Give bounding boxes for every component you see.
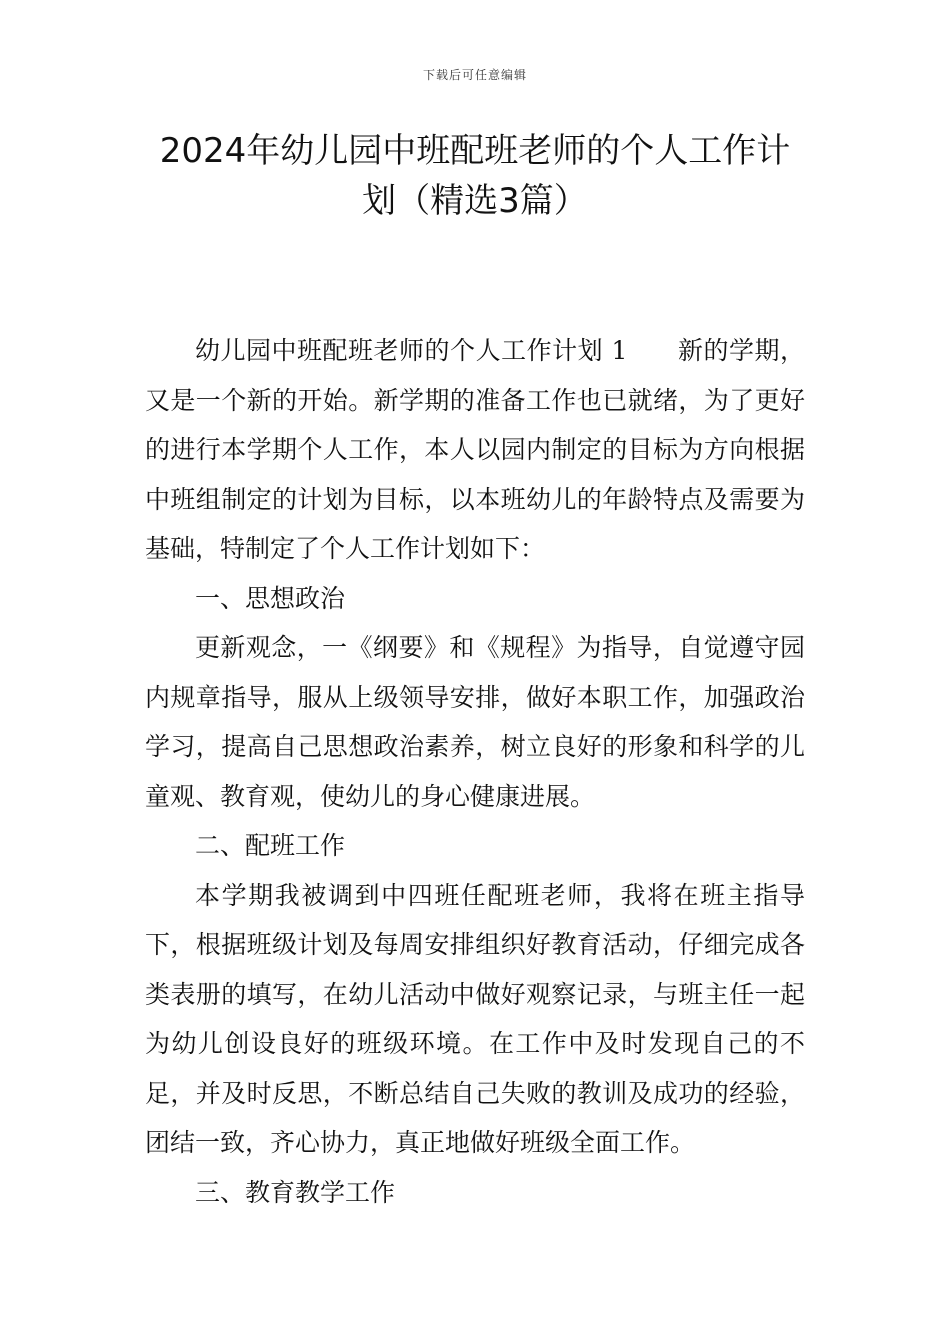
intro-heading: 幼儿园中班配班老师的个人工作计划 1	[195, 336, 628, 365]
title-line-1: 2024年幼儿园中班配班老师的个人工作计	[159, 131, 791, 171]
intro-text: 新的学期，又是一个新的开始。新学期的准备工作也已就绪，为了更好的进行本学期个人工作，本人以园内制定的目标为方向根据中班组制定的计划为目标，以本班幼儿的年龄特点及需要为基础，特制定了个人工作计划如下：	[145, 336, 805, 563]
document-body	[145, 326, 805, 1217]
section-paragraph-1: 更新观念，一《纲要》和《规程》为指导，自觉遵守园内规章指导，服从上级领导安排，做好本职工作，加强政治学习，提高自己思想政治素养，树立良好的形象和科学的儿童观、教育观，使幼儿的身心健康进展。	[145, 633, 805, 811]
section-heading-3: 三、教育教学工作	[195, 1177, 396, 1207]
intro-paragraph	[145, 326, 805, 574]
section-paragraph-2: 本学期我被调到中四班任配班老师，我将在班主指导下，根据班级计划及每周安排组织好教育活动，仔细完成各类表册的填写，在幼儿活动中做好观察记录，与班主任一起为幼儿创设良好的班级环境。在工作中及时发现自己的不足，并及时反思，不断总结自己失败的教训及成功的经验，团结一致，齐心协力，真正地做好班级全面工作。	[145, 880, 805, 1157]
header-note: 下载后可任意编辑	[422, 68, 527, 82]
section-heading-1: 一、思想政治	[195, 583, 346, 613]
document-title	[130, 126, 820, 226]
title-line-2: 划（精选3篇）	[362, 181, 588, 221]
section-heading-2: 二、配班工作	[195, 831, 346, 860]
